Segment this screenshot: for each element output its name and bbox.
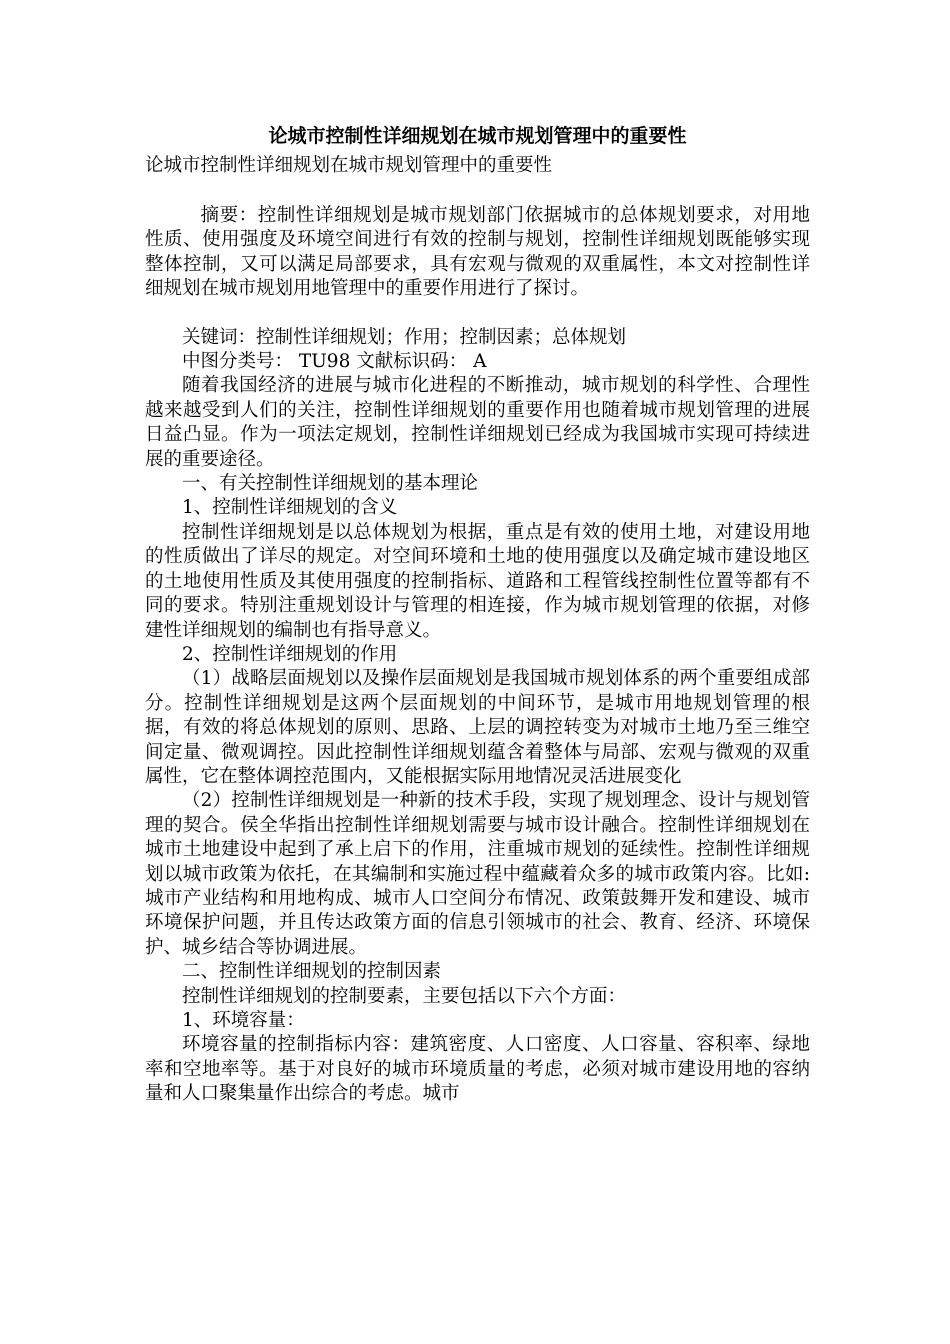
abstract-paragraph: 摘要：控制性详细规划是城市规划部门依据城市的总体规划要求，对用地性质、使用强度及环境空间进行有效的控制与规划，控制性详细规划既能够实现整体控制，又可以满足局部要求，具有宏观与微观的双重属性，本文对控制性详细规划在城市规划用地管理中的重要作用进行了探讨。	[145, 205, 810, 300]
classification-line: 中图分类号： TU98 文献标识码： A	[182, 351, 487, 373]
body-paragraph: 控制性详细规划是以总体规划为根据，重点是有效的使用土地，对建设用地的性质做出了详尽的规定。对空间环境和土地的使用强度以及确定城市建设地区的土地使用性质及其使用强度的控制指标、道路和工程管线控制性位置等都有不同的要求。特别注重规划设计与管理的相连接，作为城市规划管理的依据，对修建性详细规划的编制也有指导意义。	[145, 521, 810, 641]
body-paragraph: （2）控制性详细规划是一种新的技术手段，实现了规划理念、设计与规划管理的契合。侯全华指出控制性详细规划需要与城市设计融合。控制性详细规划在城市土地建设中起到了承上启下的作用，注重城市规划的延续性。控制性详细规划以城市政策为依托，在其编制和实施过程中蕴藏着众多的城市政策内容。比如:城市产业结构和用地构成、城市人口空间分布情况、政策鼓舞开发和建设、城市环境保护问题，并且传达政策方面的信息引领城市的社会、教育、经济、环境保护、城乡结合等协调进展。	[145, 790, 810, 958]
spacer	[145, 302, 810, 326]
keywords-line: 关键词：控制性详细规划；作用；控制因素；总体规划	[182, 326, 627, 348]
subsection-heading: 1、环境容量：	[182, 1010, 305, 1031]
body-paragraph: 环境容量的控制指标内容：建筑密度、人口密度、人口容量、容积率、绿地率和空地率等。基于对良好的城市环境质量的考虑，必须对城市建设用地的容纳量和人口聚集量作出综合的考虑。城市	[145, 1034, 810, 1105]
subsection-heading: 1、控制性详细规划的含义	[182, 497, 398, 519]
document-title: 论城市控制性详细规划在城市规划管理中的重要性	[268, 125, 687, 147]
body-paragraph: （1）战略层面规划以及操作层面规划是我国城市规划体系的两个重要组成部分。控制性详细规划是这两个层面规划的中间环节，是城市用地规划管理的根据，有效的将总体规划的原则、思路、上层的调控转变为对城市土地乃至三维空间定量、微观调控。因此控制性详细规划蕴含着整体与局部、宏观与微观的双重属性，它在整体调控范围内，又能根据实际用地情况灵活进展变化	[145, 668, 810, 787]
body-paragraph: 控制性详细规划的控制要素，主要包括以下六个方面：	[182, 985, 627, 1007]
body-paragraph: 随着我国经济的进展与城市化进程的不断推动，城市规划的科学性、合理性越来越受到人们的关注，控制性详细规划的重要作用也随着城市规划管理的进展日益凸显。作为一项法定规划，控制性详细规划已经成为我国城市实现可持续进展的重要途径。	[145, 375, 810, 470]
spacer	[145, 180, 810, 204]
section-heading: 二、控制性详细规划的控制因素	[182, 961, 442, 983]
subsection-heading: 2、控制性详细规划的作用	[182, 643, 398, 665]
document-subtitle: 论城市控制性详细规划在城市规划管理中的重要性	[145, 155, 553, 176]
section-heading: 一、有关控制性详细规划的基本理论	[182, 473, 479, 495]
document-page	[145, 120, 810, 1107]
